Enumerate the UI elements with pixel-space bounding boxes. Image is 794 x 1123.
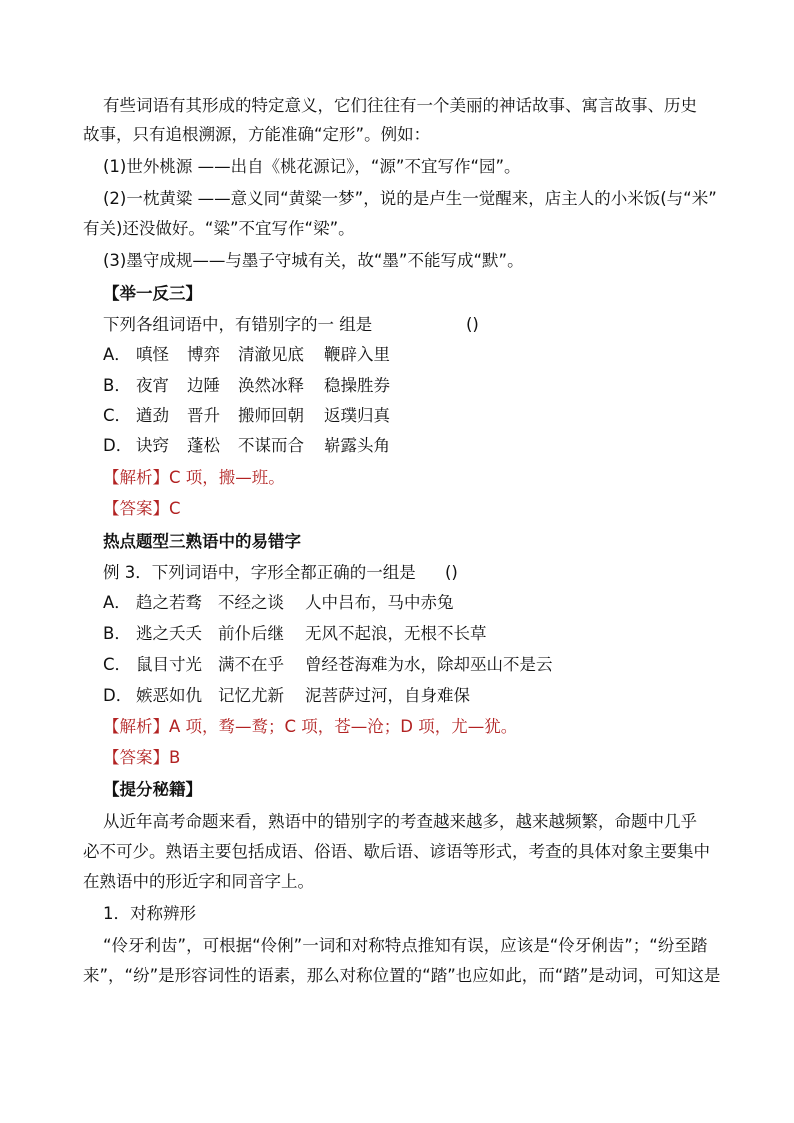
option-letter: C． [103,406,132,425]
option-word: 无风不起浪，无根不长草 [305,624,487,643]
option-word: 趋之若骛 [136,593,202,612]
subheading-symmetry: 1．对称辨形 [103,904,196,923]
option-letter: D． [103,686,133,705]
option-word: 嫉恶如仇 [136,686,202,705]
example-1: (1)世外桃源 ——出自《桃花源记》，“源”不宜写作“园”。 [103,157,521,176]
example-2-line-2: 有关)还没做好。“粱”不宜写作“梁”。 [83,219,355,238]
option-word: 遒劲 [136,406,169,425]
symmetry-line-1: “伶牙利齿”，可根据“伶俐”一词和对称特点推知有误，应该是“伶牙俐齿”；“纷至踏 [103,936,708,955]
example-option-b [103,623,487,645]
option-word: 蓬松 [187,436,220,455]
example-option-a [103,592,454,614]
practice-analysis: 【解析】C 项，搬—班。 [103,468,285,487]
option-word: 满不在乎 [218,655,284,674]
option-word: 博弈 [187,345,220,364]
option-letter: B． [103,376,131,395]
option-word: 边陲 [187,376,220,395]
intro-line-1: 有些词语有其形成的特定意义，它们往往有一个美丽的神话故事、寓言故事、历史 [103,96,697,115]
example-3: (3)墨守成规——与墨子守城有关，故“墨”不能写成“默”。 [103,251,524,270]
practice-answer: 【答案】C [103,499,181,518]
option-word: 逃之夭夭 [136,624,202,643]
option-word: 记忆尤新 [218,686,284,705]
option-word: 诀窍 [136,436,169,455]
option-word: 不谋而合 [238,436,304,455]
tips-paragraph-line-1: 从近年高考命题来看，熟语中的错别字的考查越来越多，越来越频繁，命题中几乎 [103,812,697,831]
option-letter: A． [103,593,131,612]
practice-question: 下列各组词语中，有错别字的一 组是 [103,315,373,334]
tips-paragraph-line-3: 在熟语中的形近字和同音字上。 [83,872,314,891]
practice-option-b [103,375,390,397]
practice-option-a [103,344,390,366]
example-question: 例 3．下列词语中，字形全都正确的一组是 [103,563,416,582]
option-word: 稳操胜券 [324,376,390,395]
example-option-d [103,685,470,707]
example-analysis: 【解析】A 项，骛—鹜；C 项，苍—沧；D 项，尤—犹。 [103,717,518,736]
option-word: 崭露头角 [324,436,390,455]
option-word: 曾经苍海难为水，除却巫山不是云 [305,655,553,674]
practice-answer-paren: () [466,315,479,334]
option-letter: C． [103,655,132,674]
intro-line-2: 故事，只有追根溯源，方能准确“定形”。例如： [83,125,431,144]
example-answer-paren: () [445,563,458,582]
example-answer: 【答案】B [103,748,181,767]
example-option-c [103,654,553,676]
practice-option-c [103,405,390,427]
option-word: 返璞归真 [324,406,390,425]
tips-paragraph-line-2: 必不可少。熟语主要包括成语、俗语、歇后语、谚语等形式，考查的具体对象主要集中 [83,842,710,861]
option-letter: D． [103,436,133,455]
option-word: 鞭辟入里 [324,345,390,364]
option-word: 嗔怪 [136,345,169,364]
option-word: 人中吕布，马中赤兔 [305,593,454,612]
option-word: 清澈见底 [238,345,304,364]
option-word: 鼠目寸光 [136,655,202,674]
option-word: 前仆后继 [218,624,284,643]
section-title: 热点题型三熟语中的易错字 [103,532,301,551]
practice-heading: 【举一反三】 [103,284,202,303]
option-word: 搬师回朝 [238,406,304,425]
option-word: 夜宵 [136,376,169,395]
practice-option-d [103,435,390,457]
option-letter: A． [103,345,131,364]
tips-heading: 【提分秘籍】 [103,780,202,799]
option-word: 泥菩萨过河，自身难保 [305,686,470,705]
option-word: 不经之谈 [218,593,284,612]
option-word: 涣然冰释 [238,376,304,395]
option-word: 晋升 [187,406,220,425]
example-2-line-1: (2)一枕黄粱 ——意义同“黄粱一梦”，说的是卢生一觉醒来，店主人的小米饭(与“米” [103,189,717,208]
symmetry-line-2: 来”，“纷”是形容词性的语素，那么对称位置的“踏”也应如此，而“踏”是动词，可知这是 [83,966,721,985]
option-letter: B． [103,624,131,643]
